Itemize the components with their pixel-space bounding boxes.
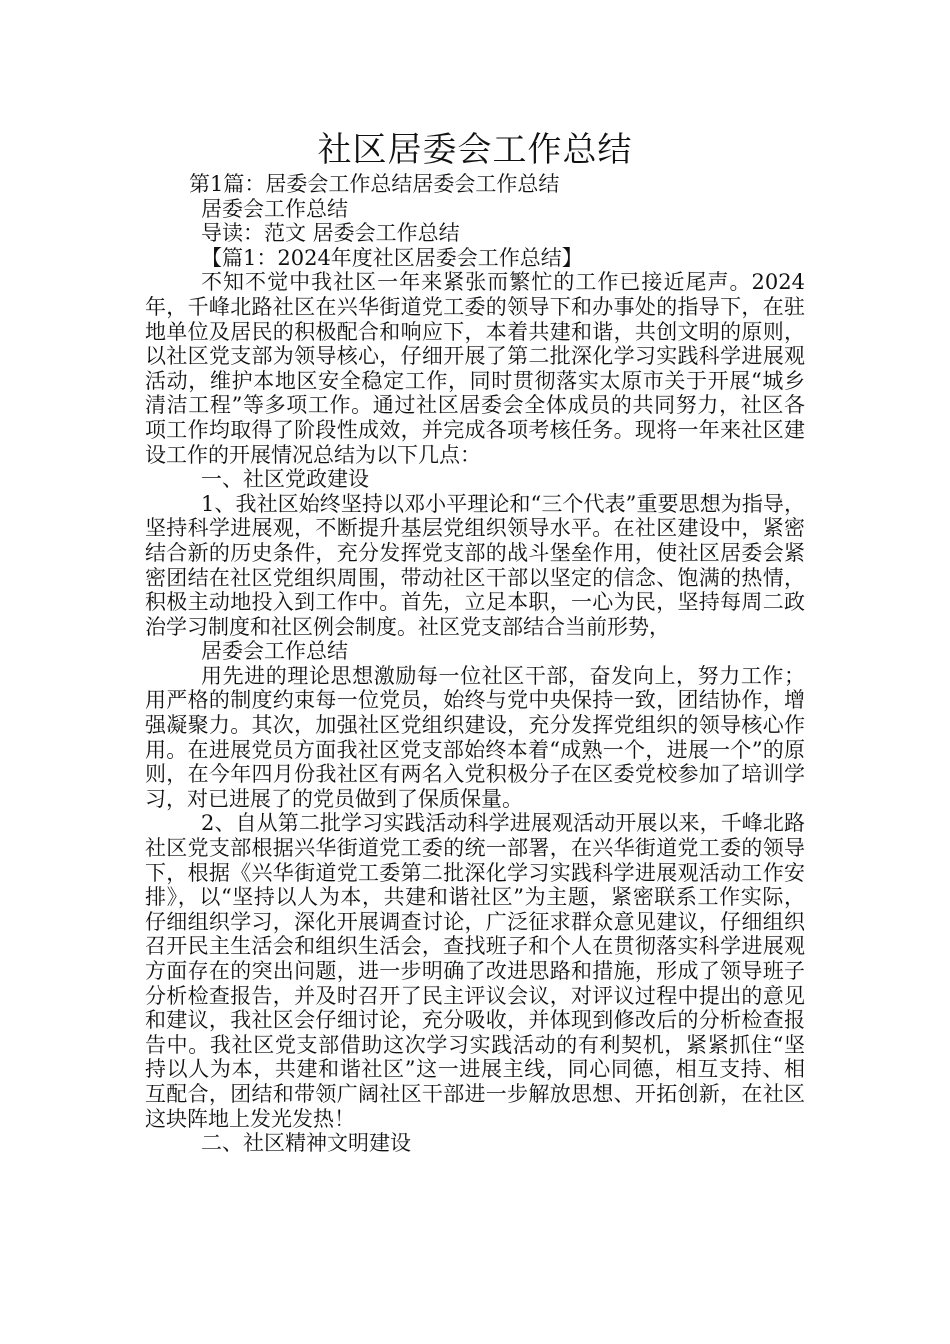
- inline-label: 居委会工作总结: [201, 639, 348, 664]
- paragraph-party-1: 1、我社区始终坚持以邓小平理论和“三个代表”重要思想为指导，坚持科学进展观，不断提升基层党组织领导水平。在社区建设中，紧密结合新的历史条件，充分发挥党支部的战斗堡垒作用，使社区居委会紧密团结在社区党组织周围，带动社区干部以坚定的信念、饱满的热情，积极主动地投入到工作中。首先，立足本职，一心为民，坚持每周二政治学习制度和社区例会制度。社区党支部结合当前形势，: [145, 491, 805, 639]
- piece-heading: 【篇1：2024年度社区居委会工作总结】: [201, 245, 583, 270]
- document-title: 社区居委会工作总结: [317, 130, 633, 170]
- intro-line: 导读：范文 居委会工作总结: [201, 221, 460, 246]
- section-heading-party: 一、社区党政建设: [201, 467, 369, 492]
- paragraph-intro: 不知不觉中我社区一年来紧张而繁忙的工作已接近尾声。2024年，千峰北路社区在兴华街道党工委的领导下和办事处的指导下，在驻地单位及居民的积极配合和响应下，本着共建和谐，共创文明的原则，以社区党支部为领导核心，仔细开展了第二批深化学习实践科学进展观活动，维护本地区安全稳定工作，同时贯彻落实太原市关于开展“城乡清洁工程”等多项工作。通过社区居委会全体成员的共同努力，社区各项工作均取得了阶段性成效，并完成各项考核任务。现将一年来社区建设工作的开展情况总结为以下几点：: [145, 270, 805, 467]
- document-body: [145, 172, 805, 1156]
- chapter-heading: 第1篇：居委会工作总结居委会工作总结: [189, 172, 560, 196]
- paragraph-party-continued: 用先进的理论思想激励每一位社区干部，奋发向上，努力工作；用严格的制度约束每一位党员，始终与党中央保持一致，团结协作，增强凝聚力。其次，加强社区党组织建设，充分发挥党组织的领导核心作用。在进展党员方面我社区党支部始终本着“成熟一个，进展一个”的原则，在今年四月份我社区有两名入党积极分子在区委党校参加了培训学习，对已进展了的党员做到了保质保量。: [145, 663, 805, 811]
- section-heading-civilization: 二、社区精神文明建设: [201, 1131, 411, 1156]
- section-label: 居委会工作总结: [201, 196, 348, 221]
- paragraph-party-2: 2、自从第二批学习实践活动科学进展观活动开展以来，千峰北路社区党支部根据兴华街道党工委的统一部署，在兴华街道党工委的领导下，根据《兴华街道党工委第二批深化学习实践科学进展观活动工作安排》，以“坚持以人为本，共建和谐社区”为主题，紧密联系工作实际，仔细组织学习，深化开展调查讨论，广泛征求群众意见建议，仔细组织召开民主生活会和组织生活会，查找班子和个人在贯彻落实科学进展观方面存在的突出问题，进一步明确了改进思路和措施，形成了领导班子分析检查报告，并及时召开了民主评议会议，对评议过程中提出的意见和建议，我社区会仔细讨论，充分吸收，并体现到修改后的分析检查报告中。我社区党支部借助这次学习实践活动的有利契机，紧紧抓住“坚持以人为本，共建和谐社区”这一进展主线，同心同德，相互支持、相互配合，团结和带领广阔社区干部进一步解放思想、开拓创新，在社区这块阵地上发光发热！: [145, 811, 805, 1131]
